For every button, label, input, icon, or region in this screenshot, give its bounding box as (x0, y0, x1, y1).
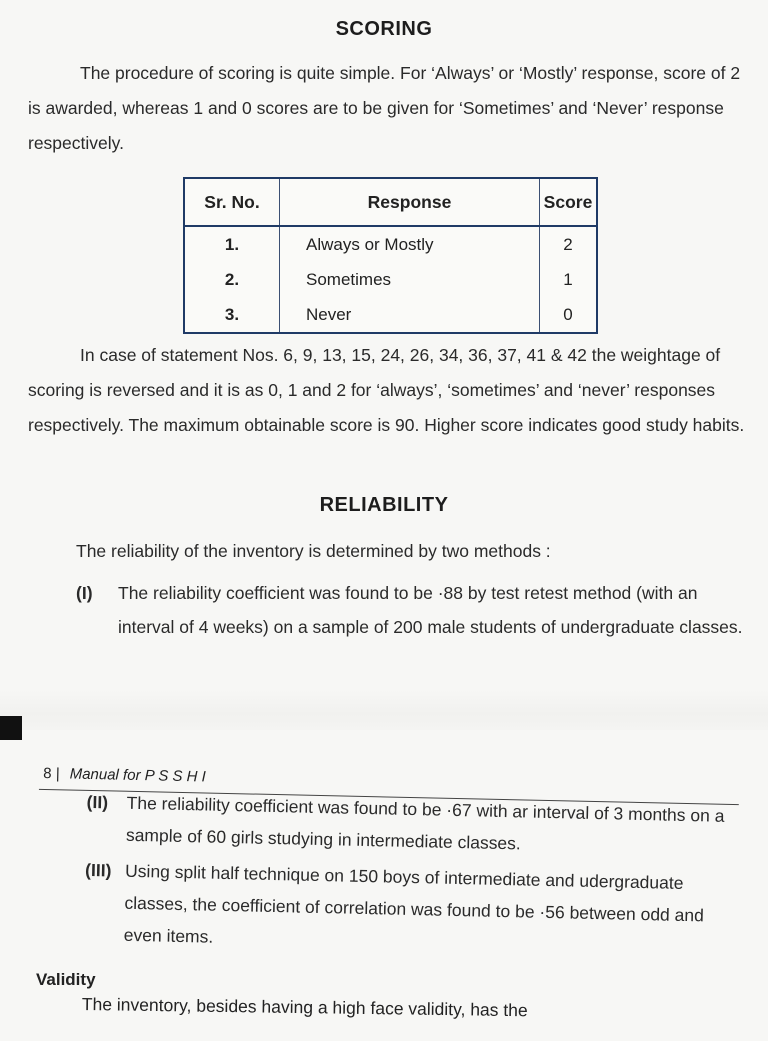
row-response: Never (280, 297, 540, 333)
reliability-item-3 (83, 854, 725, 964)
item-text: The reliability coefficient was found to be ·88 by test retest method (with an interval of 4 weeks) on a sample of 200 male students of undergraduate classes. (118, 583, 743, 637)
manual-title: Manual for P S S H I (69, 765, 207, 786)
table-row (184, 262, 597, 297)
row-sr-no: 1. (184, 226, 280, 262)
row-sr-no: 2. (184, 262, 280, 297)
item-number: (III) (84, 859, 112, 881)
table-header-row (184, 178, 597, 226)
item-number: (I) (76, 583, 93, 603)
table-row (184, 226, 597, 262)
scan-edge-shadow (0, 716, 22, 740)
header-sr-no: Sr. No. (184, 178, 280, 226)
row-response: Always or Mostly (280, 226, 540, 262)
scoring-table (183, 177, 598, 334)
header-response: Response (280, 178, 540, 226)
reliability-intro: The reliability of the inventory is determined by two methods : (76, 541, 551, 561)
item-text: The reliability coefficient was found to be ·67 with ar interval of 3 months on a sample of 60 girls studying in intermediate classes. (125, 792, 725, 854)
row-score: 0 (540, 297, 598, 333)
reliability-heading: RELIABILITY (319, 494, 449, 516)
row-sr-no: 3. (184, 297, 280, 333)
validity-text: The inventory, besides having a high face validity, has the (81, 994, 528, 1021)
reversed-scoring-paragraph: In case of statement Nos. 6, 9, 13, 15, 24, 26, 34, 36, 37, 41 & 42 the weightage of scoring is reversed and it is as 0, 1 and 2 for ‘always’, ‘sometimes’ and ‘never’ responses respectively. The maximum obtainable score is 90. Higher score indicates good study habits. (28, 345, 745, 435)
header-score: Score (540, 178, 598, 226)
page-gap (0, 690, 768, 730)
page-number: 8 | (43, 764, 60, 783)
scoring-heading: SCORING (335, 18, 433, 40)
row-response: Sometimes (280, 262, 540, 297)
page-footer (43, 765, 206, 786)
item-number: (II) (86, 791, 109, 813)
item-text: Using split half technique on 150 boys of intermediate and udergraduate classes, the coefficient of correlation was found to be ·56 between odd and even items. (123, 860, 705, 947)
reliability-item-1 (76, 576, 756, 644)
table-row (184, 297, 597, 333)
row-score: 1 (540, 262, 598, 297)
validity-heading: Validity (36, 970, 96, 989)
reliability-item-2 (86, 786, 727, 864)
scoring-intro: The procedure of scoring is quite simple. For ‘Always’ or ‘Mostly’ response, score of 2 is awarded, whereas 1 and 0 scores are to be given for ‘Sometimes’ and ‘Never’ response respectively. (28, 63, 741, 153)
row-score: 2 (540, 226, 598, 262)
